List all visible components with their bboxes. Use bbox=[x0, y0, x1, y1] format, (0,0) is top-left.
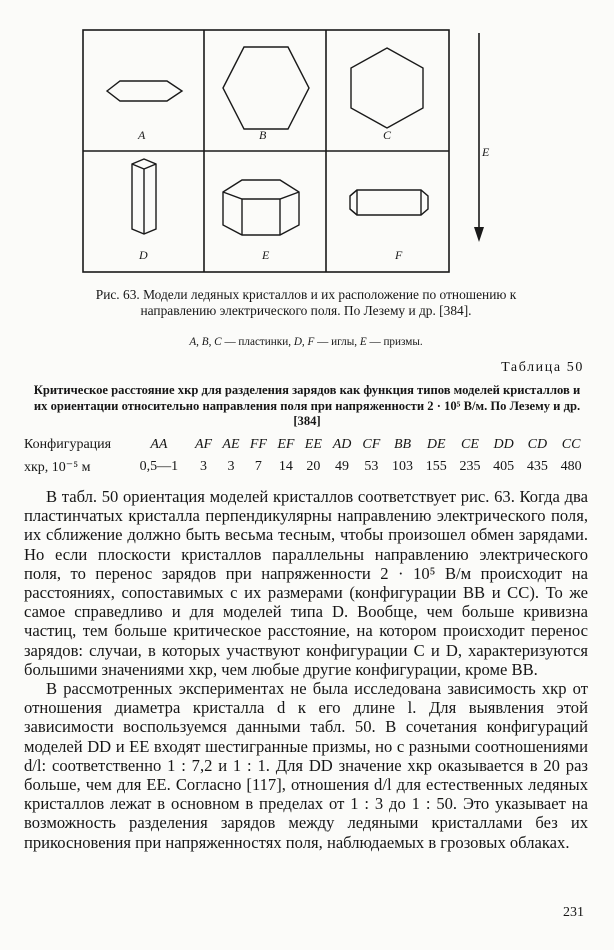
value-cell: 435 bbox=[526, 459, 548, 474]
field-arrow-head bbox=[474, 227, 484, 242]
cell-label-A: A bbox=[138, 128, 146, 142]
cell-label-F: F bbox=[395, 248, 403, 262]
body-text bbox=[24, 487, 588, 852]
legend-prisms-letter: E bbox=[359, 336, 367, 348]
paragraph-1: В табл. 50 ориентация моделей кристаллов соответствует рис. 63. Когда два пластинчатых кристалла перпендикулярны направлению электрического поля, их сближение должно быть весьма тесным, чтобы произошел обмен зарядами. Но если плоскости кристаллов параллельны направлению электрического поля, то перенос зарядов при напряженности 2 · 10⁵ В/м происходит на расстояниях, сопоставимых с их размерами (конфигурации BB и CC). То же самое справедливо и для моделей типа D. Вообще, чем больше кривизна частиц, тем больше критическое расстояние, на котором происходит перенос зарядов: случаи, в которых участвуют конфигурации C и D, характеризуются большими значениями xкр, чем любые другие конфигурации, кроме BB. bbox=[24, 487, 588, 679]
crystal-D-needle-shape bbox=[132, 159, 156, 234]
legend-needles-letters: D, F bbox=[293, 336, 315, 348]
crystal-F-needle-shape bbox=[350, 190, 428, 215]
page-number: 231 bbox=[563, 905, 584, 920]
config-cell: DE bbox=[426, 437, 446, 452]
crystal-models-figure bbox=[82, 29, 498, 274]
config-cell: CC bbox=[561, 437, 581, 452]
x-header: xкр, 10⁻⁵ м bbox=[24, 459, 91, 475]
config-cell: AF bbox=[194, 437, 213, 452]
config-cell: BB bbox=[394, 437, 412, 452]
paragraph-2: В рассмотренных экспериментах не была исследована зависимость xкр от отношения диаметра кристалла d к его длине l. Для выявления этой зависимости воспользуемся данными табл. 50. В сочетания конфигураций моделей DD и EE входят шестигранные призмы, но с разными соотношениями d/l: соответственно 1 : 7,2 и 1 : 1. Для DD значение xкр оказывается в 20 раз больше, чем для EE. Согласно [117], отношения d/l для естественных ледяных кристаллов лежат в основном в пределах от 1 : 3 до 1 : 50. Это указывает на возможность разделения зарядов между ледяными кристаллами без их прикосновения при напряженностях поля, наблюдаемых в грозовых облаках. bbox=[24, 679, 588, 852]
value-cell: 155 bbox=[425, 459, 447, 474]
crystal-A-plate-shape bbox=[107, 81, 182, 101]
value-cell: 235 bbox=[459, 459, 481, 474]
value-cell: 49 bbox=[335, 459, 350, 474]
cell-label-E: E bbox=[262, 248, 270, 262]
config-cell: AA bbox=[150, 437, 168, 452]
crystal-B-plate-shape bbox=[223, 47, 309, 129]
config-cell: FF bbox=[249, 437, 267, 452]
figure-legend bbox=[86, 336, 526, 348]
value-cell: 0,5—1 bbox=[139, 459, 179, 474]
config-cell: AD bbox=[332, 437, 352, 452]
legend-needles-text: — иглы, bbox=[314, 336, 360, 348]
config-cell: EE bbox=[304, 437, 322, 452]
config-cell: CD bbox=[527, 437, 548, 452]
value-cell: 53 bbox=[364, 459, 379, 474]
value-cell: 3 bbox=[200, 459, 207, 474]
cell-label-C: C bbox=[383, 128, 392, 142]
config-header: Конфигурация bbox=[24, 437, 112, 452]
critical-distance-table bbox=[24, 434, 588, 478]
value-cell: 20 bbox=[306, 459, 321, 474]
field-label: E bbox=[482, 145, 490, 159]
value-cell: 480 bbox=[560, 459, 582, 474]
value-cell: 7 bbox=[254, 459, 262, 474]
config-cell: EF bbox=[277, 437, 295, 452]
legend-plates-text: — пластинки, bbox=[221, 336, 294, 348]
cell-label-D: D bbox=[139, 248, 148, 262]
value-cell: 103 bbox=[392, 459, 414, 474]
table-row-values bbox=[24, 456, 588, 478]
config-cell: CE bbox=[461, 437, 479, 452]
value-cell: 14 bbox=[278, 459, 293, 474]
table-label: Таблица 50 bbox=[501, 360, 584, 375]
value-cell: 3 bbox=[227, 459, 235, 474]
crystal-C-plate-shape bbox=[351, 48, 423, 128]
figure-caption: Рис. 63. Модели ледяных кристаллов и их расположение по отношению к направлению электрического поля. По Лезему и др. [384]. bbox=[95, 287, 517, 318]
crystal-E-prism-shape bbox=[223, 180, 299, 235]
legend-prisms-text: — призмы. bbox=[366, 336, 423, 348]
config-cell: DD bbox=[493, 437, 514, 452]
legend-plates-letters: A, B, C bbox=[189, 336, 222, 348]
config-cell: CF bbox=[362, 437, 381, 452]
cell-label-B: B bbox=[259, 128, 267, 142]
config-cell: AE bbox=[222, 437, 240, 452]
value-cell: 405 bbox=[493, 459, 515, 474]
table-title: Критическое расстояние xкр для разделения зарядов как функция типов моделей кристаллов и их ориентации относительно направления поля при напряженности 2 · 10⁵ В/м. По Лезему и др. [384] bbox=[33, 383, 581, 428]
table-row-configurations bbox=[24, 434, 588, 456]
